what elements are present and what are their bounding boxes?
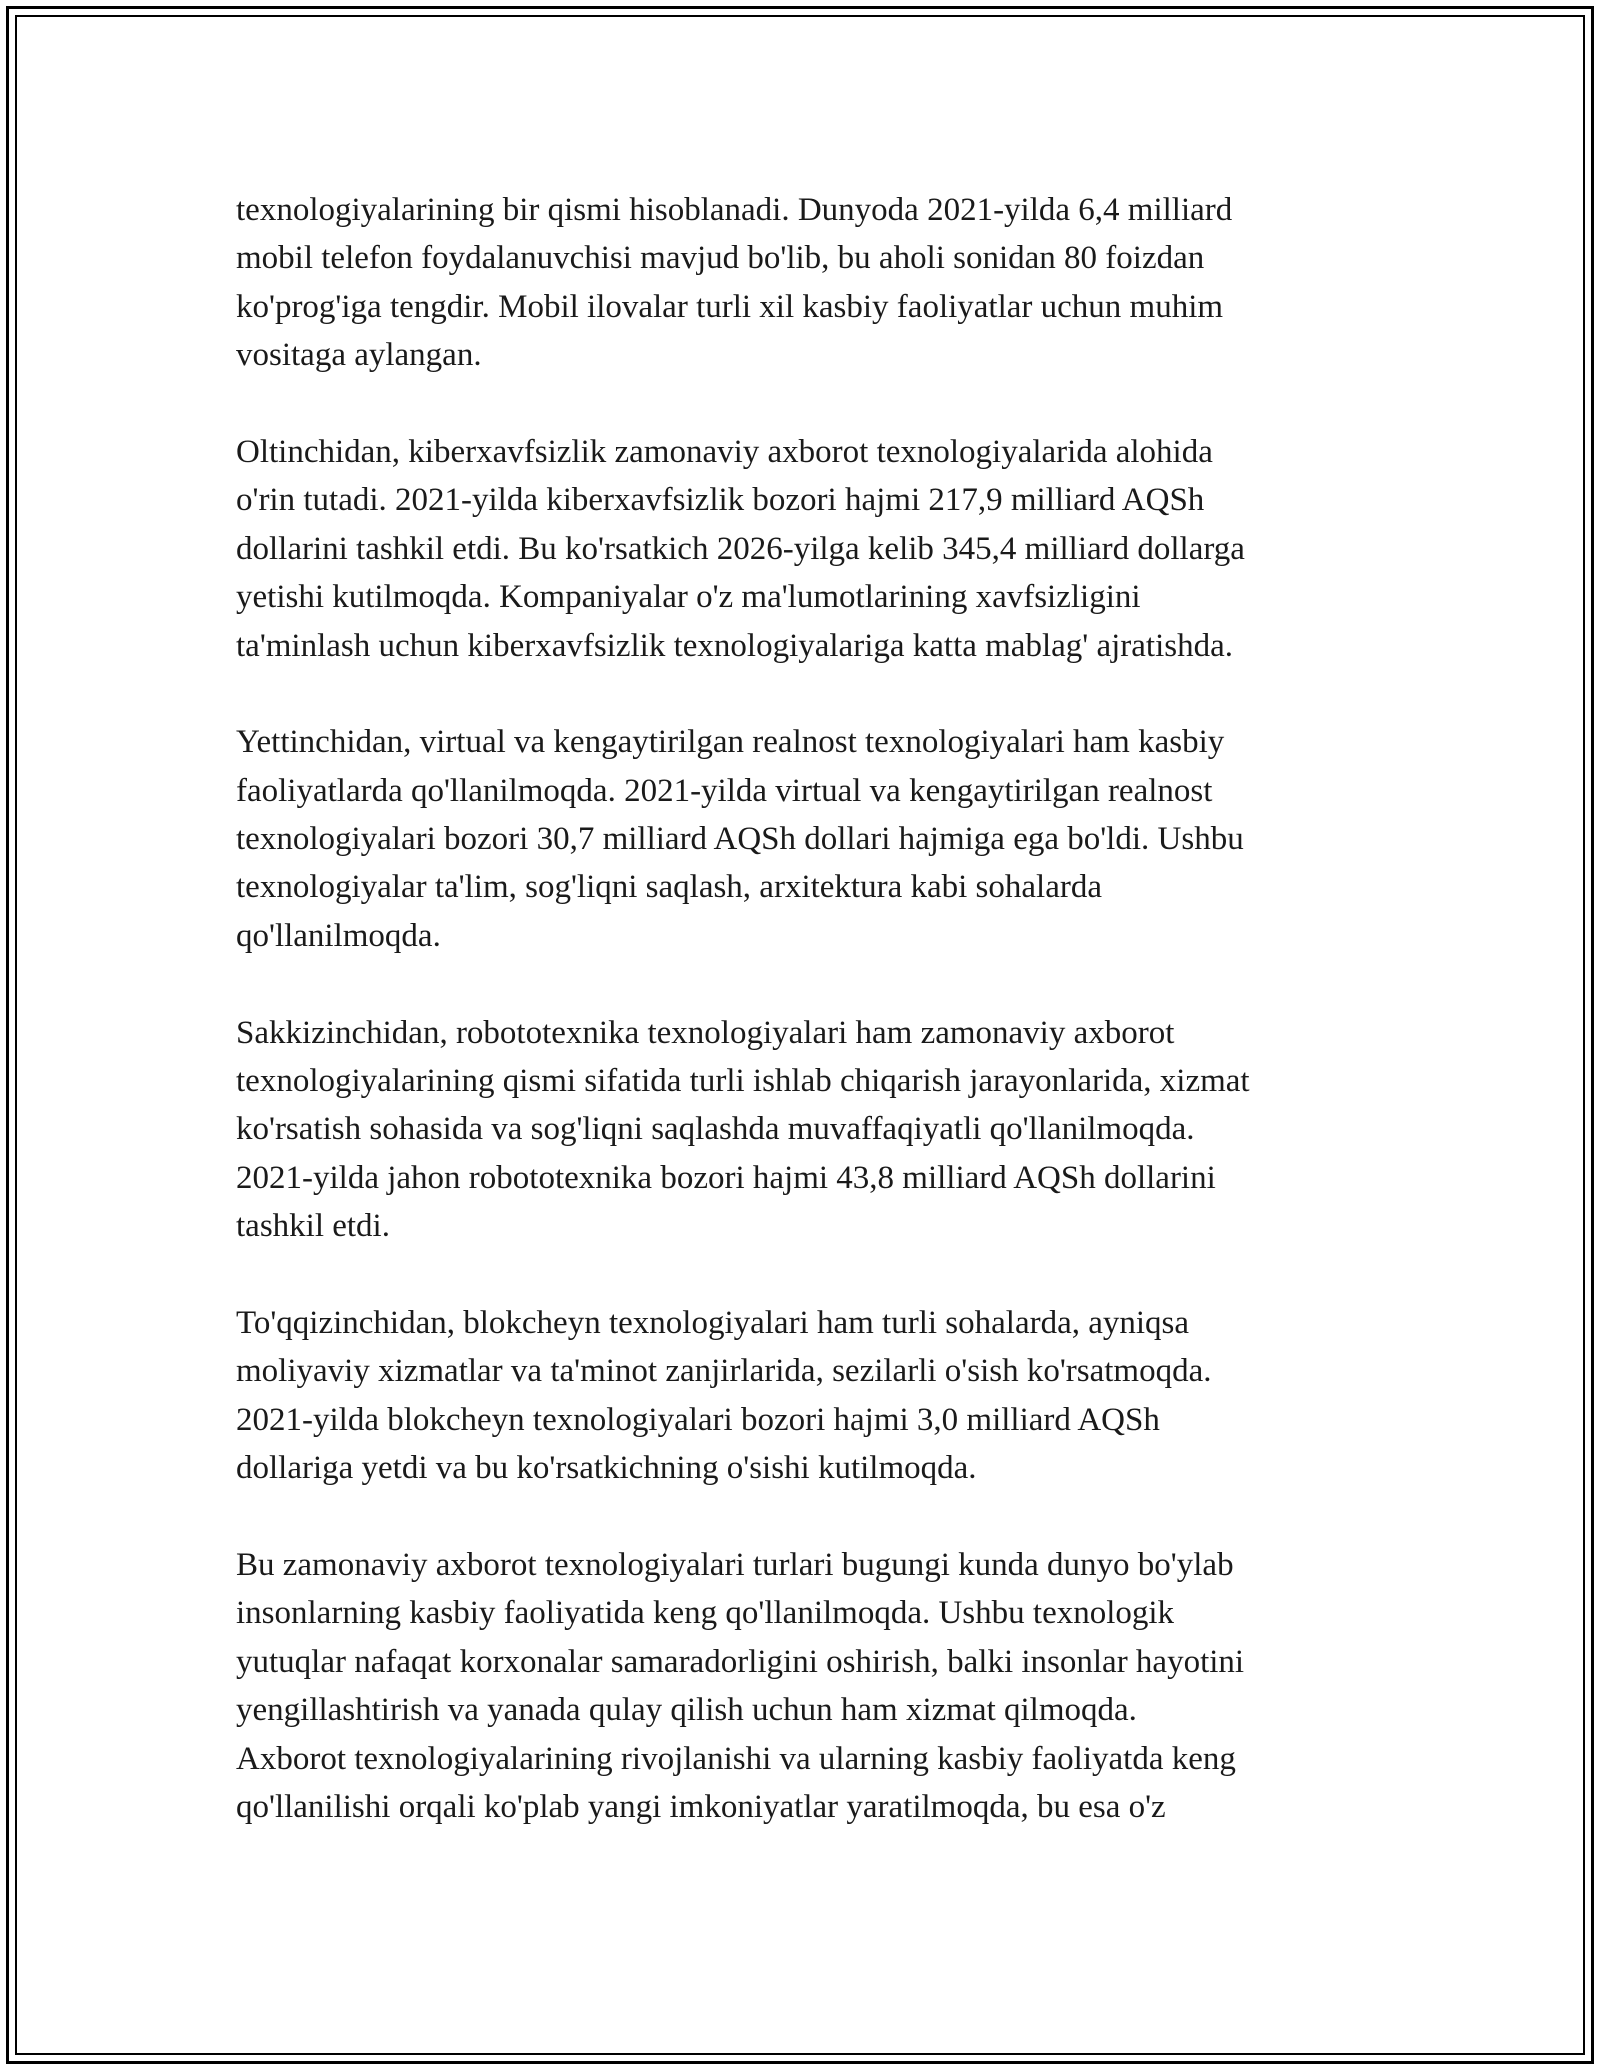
paragraph-virtual-reality bbox=[236, 718, 1386, 960]
paragraph-blockchain bbox=[236, 1299, 1386, 1493]
text-line: moliyaviy xizmatlar va ta'minot zanjirlarida, sezilarli o'sish ko'rsatmoqda. bbox=[236, 1353, 1212, 1390]
text-line: tashkil etdi. bbox=[236, 1208, 390, 1245]
text-line: 2021-yilda blokcheyn texnologiyalari bozori hajmi 3,0 milliard AQSh bbox=[236, 1401, 1160, 1438]
text-line: Oltinchidan, kiberxavfsizlik zamonaviy axborot texnologiyalarida alohida bbox=[236, 433, 1213, 470]
text-line: dollariga yetdi va bu ko'rsatkichning o'sishi kutilmoqda. bbox=[236, 1450, 977, 1487]
text-line: mobil telefon foydalanuvchisi mavjud bo'lib, bu aholi sonidan 80 foizdan bbox=[236, 240, 1205, 277]
text-line: texnologiyalari bozori 30,7 milliard AQSh dollari hajmiga ega bo'ldi. Ushbu bbox=[236, 821, 1244, 858]
text-line: o'rin tutadi. 2021-yilda kiberxavfsizlik bozori hajmi 217,9 milliard AQSh bbox=[236, 482, 1205, 519]
document-body bbox=[236, 186, 1386, 1880]
text-line: Bu zamonaviy axborot texnologiyalari turlari bugungi kunda dunyo bo'ylab bbox=[236, 1546, 1234, 1583]
text-line: Yettinchidan, virtual va kengaytirilgan realnost texnologiyalari ham kasbiy bbox=[236, 724, 1225, 761]
text-line: texnologiyalar ta'lim, sog'liqni saqlash, arxitektura kabi sohalarda bbox=[236, 869, 1102, 906]
paragraph-conclusion bbox=[236, 1541, 1386, 1831]
text-line: faoliyatlarda qo'llanilmoqda. 2021-yilda virtual va kengaytirilgan realnost bbox=[236, 772, 1213, 809]
text-line: vositaga aylangan. bbox=[236, 337, 482, 374]
paragraph-robotics bbox=[236, 1009, 1386, 1251]
paragraph-cybersecurity bbox=[236, 428, 1386, 670]
text-line: yetishi kutilmoqda. Kompaniyalar o'z ma'lumotlarining xavfsizligini bbox=[236, 579, 1141, 616]
text-line: ko'prog'iga tengdir. Mobil ilovalar turli xil kasbiy faoliyatlar uchun muhim bbox=[236, 288, 1224, 325]
text-line: Sakkizinchidan, robototexnika texnologiyalari ham zamonaviy axborot bbox=[236, 1014, 1175, 1051]
text-line: To'qqizinchidan, blokcheyn texnologiyalari ham turli sohalarda, ayniqsa bbox=[236, 1304, 1190, 1341]
text-line: Axborot texnologiyalarining rivojlanishi va ularning kasbiy faoliyatda keng bbox=[236, 1740, 1236, 1777]
text-line: 2021-yilda jahon robototexnika bozori hajmi 43,8 milliard AQSh dollarini bbox=[236, 1159, 1216, 1196]
text-line: yengillashtirish va yanada qulay qilish uchun ham xizmat qilmoqda. bbox=[236, 1692, 1137, 1729]
text-line: ko'rsatish sohasida va sog'liqni saqlashda muvaffaqiyatli qo'llanilmoqda. bbox=[236, 1111, 1195, 1148]
paragraph-mobile-apps bbox=[236, 186, 1386, 380]
text-line: dollarini tashkil etdi. Bu ko'rsatkich 2026-yilga kelib 345,4 milliard dollarga bbox=[236, 530, 1245, 567]
text-line: texnologiyalarining bir qismi hisoblanadi. Dunyoda 2021-yilda 6,4 milliard bbox=[236, 192, 1233, 228]
text-line: qo'llanilmoqda. bbox=[236, 917, 441, 954]
text-line: yutuqlar nafaqat korxonalar samaradorligini oshirish, balki insonlar hayotini bbox=[236, 1643, 1245, 1680]
text-line: texnologiyalarining qismi sifatida turli ishlab chiqarish jarayonlarida, xizmat bbox=[236, 1063, 1250, 1100]
text-line: qo'llanilishi orqali ko'plab yangi imkoniyatlar yaratilmoqda, bu esa o'z bbox=[236, 1788, 1166, 1825]
text-line: ta'minlash uchun kiberxavfsizlik texnologiyalariga katta mablag' ajratishda. bbox=[236, 627, 1233, 664]
text-line: insonlarning kasbiy faoliyatida keng qo'llanilmoqda. Ushbu texnologik bbox=[236, 1595, 1175, 1632]
